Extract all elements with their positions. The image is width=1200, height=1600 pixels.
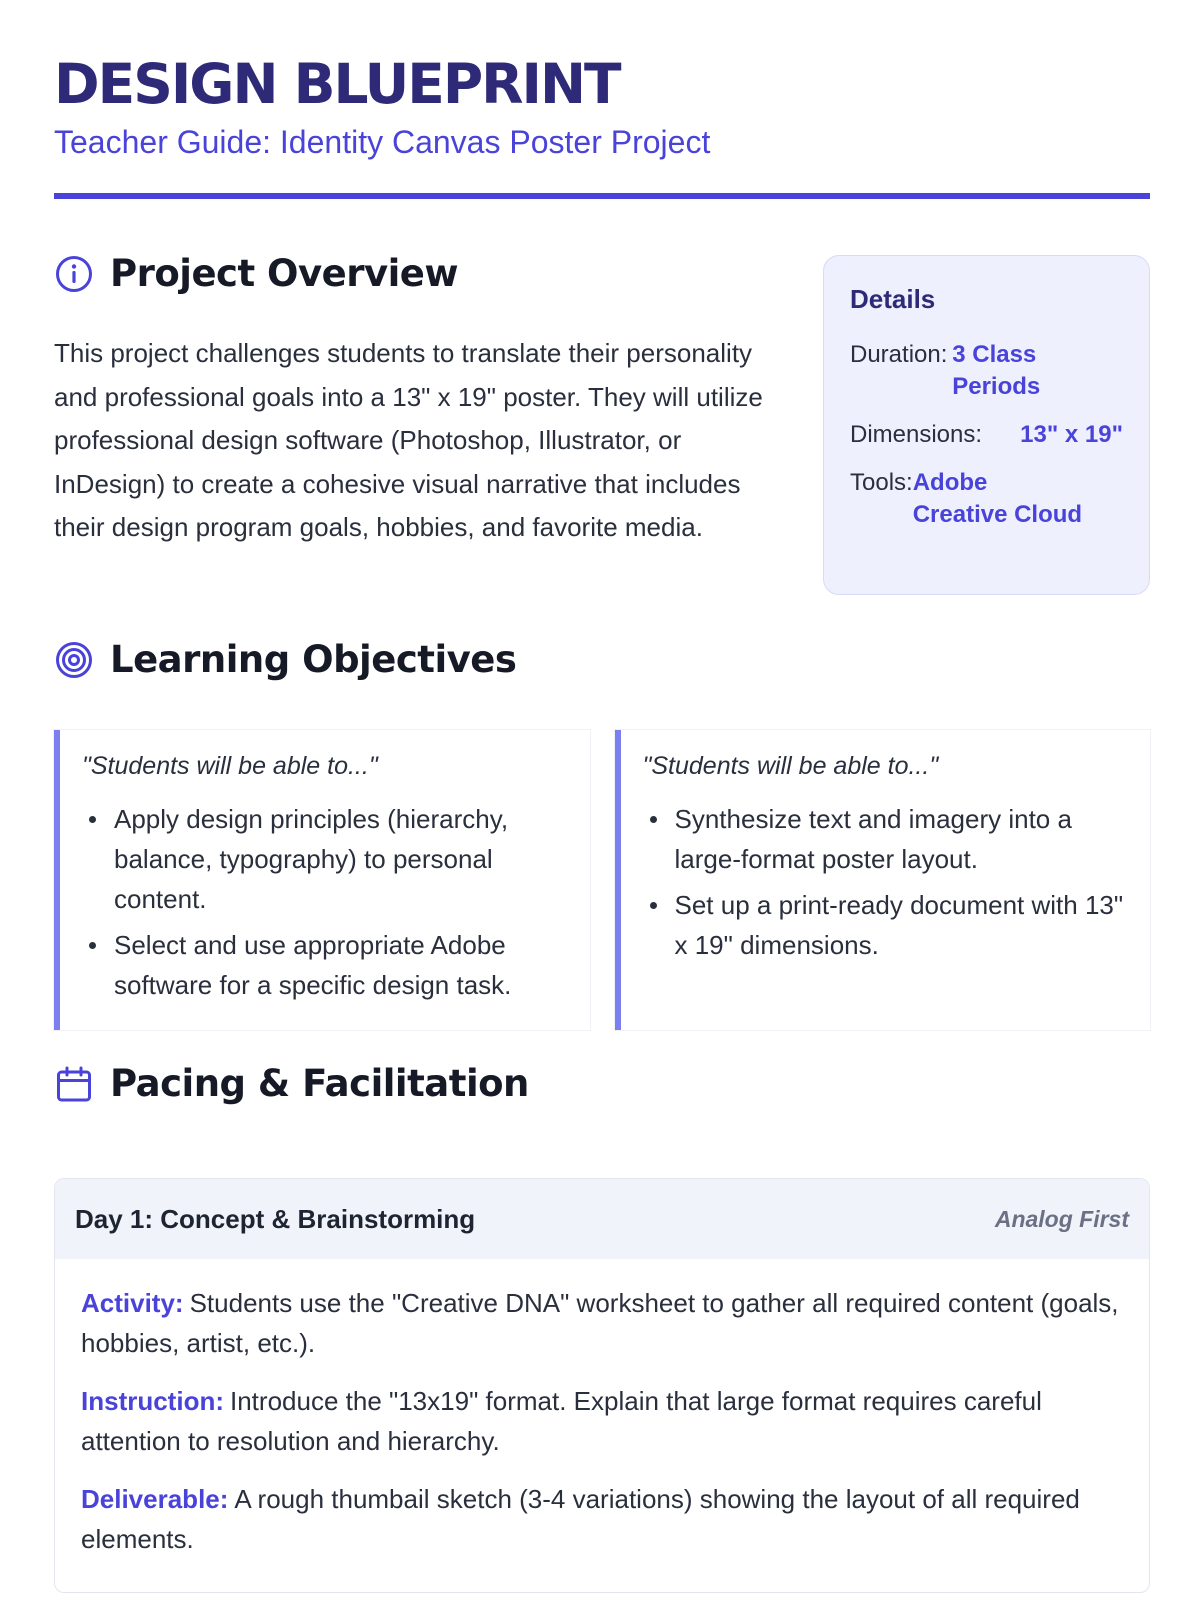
objective-lead: "Students will be able to..." <box>642 752 939 780</box>
pacing-item-key: Activity: <box>81 1288 184 1318</box>
pacing-heading: Pacing & Facilitation <box>110 1062 529 1105</box>
pacing-section-header <box>54 1062 529 1105</box>
page-subtitle: Teacher Guide: Identity Canvas Poster Project <box>54 124 711 160</box>
objective-card <box>615 730 1151 1030</box>
details-card <box>823 255 1150 595</box>
day-tag: Analog First <box>994 1205 1129 1232</box>
page-title: DESIGN BLUEPRINT <box>54 52 620 116</box>
detail-row-duration <box>850 339 1123 403</box>
pacing-deliverable <box>81 1479 1123 1559</box>
detail-value: 13" x 19" <box>1020 421 1123 448</box>
overview-section-header <box>54 252 458 295</box>
pacing-day-card <box>54 1178 1150 1593</box>
detail-value: Adobe Creative Cloud <box>912 469 1083 528</box>
pacing-item-text: Students use the "Creative DNA" worksheet to gather all required content (goals, hobbies, artist, etc.). <box>81 1288 1119 1358</box>
calendar-icon <box>54 1064 94 1104</box>
info-icon <box>54 254 94 294</box>
list-item: Apply design principles (hierarchy, balance, typography) to personal content. <box>82 799 568 919</box>
overview-heading: Project Overview <box>110 252 459 295</box>
detail-value: 3 Class Periods <box>952 341 1041 400</box>
target-icon <box>54 640 94 680</box>
detail-label: Dimensions: <box>850 421 983 448</box>
objectives-heading: Learning Objectives <box>110 638 517 681</box>
list-item: Select and use appropriate Adobe software for a specific design task. <box>82 925 568 1005</box>
pacing-item-key: Deliverable: <box>81 1484 229 1514</box>
detail-label: Tools: <box>850 469 913 496</box>
objective-list <box>643 799 1129 965</box>
day-title: Day 1: Concept & Brainstorming <box>75 1203 476 1234</box>
overview-body: This project challenges students to translate their personality and professional goals into a 13" x 19" poster. They will utilize professional design software (Photoshop, Illustrator, or InDesign) to create a cohesive visual narrative that includes their design program goals, hobbies, and favorite media. <box>54 338 763 542</box>
pacing-instruction <box>81 1381 1123 1461</box>
pacing-item-text: Introduce the "13x19" format. Explain that large format requires careful attention to resolution and hierarchy. <box>81 1386 1042 1456</box>
objective-lead: "Students will be able to..." <box>82 752 378 780</box>
pacing-activity <box>81 1283 1123 1363</box>
objective-card <box>54 730 590 1030</box>
details-heading: Details <box>850 284 936 314</box>
detail-row-dimensions <box>850 419 1123 451</box>
pacing-day-header <box>55 1179 1149 1259</box>
objectives-section-header <box>54 638 516 681</box>
list-item: Synthesize text and imagery into a large-format poster layout. <box>643 799 1129 879</box>
pacing-day-body <box>55 1259 1149 1593</box>
objectives-grid <box>54 730 1150 1030</box>
detail-row-tools <box>850 467 1123 531</box>
list-item: Set up a print-ready document with 13" x 19" dimensions. <box>643 885 1129 965</box>
detail-label: Duration: <box>850 341 948 368</box>
pacing-item-key: Instruction: <box>81 1386 224 1416</box>
pacing-item-text: A rough thumbail sketch (3-4 variations) showing the layout of all required elements. <box>81 1484 1080 1554</box>
title-divider <box>54 193 1150 199</box>
objective-list <box>82 799 568 1005</box>
